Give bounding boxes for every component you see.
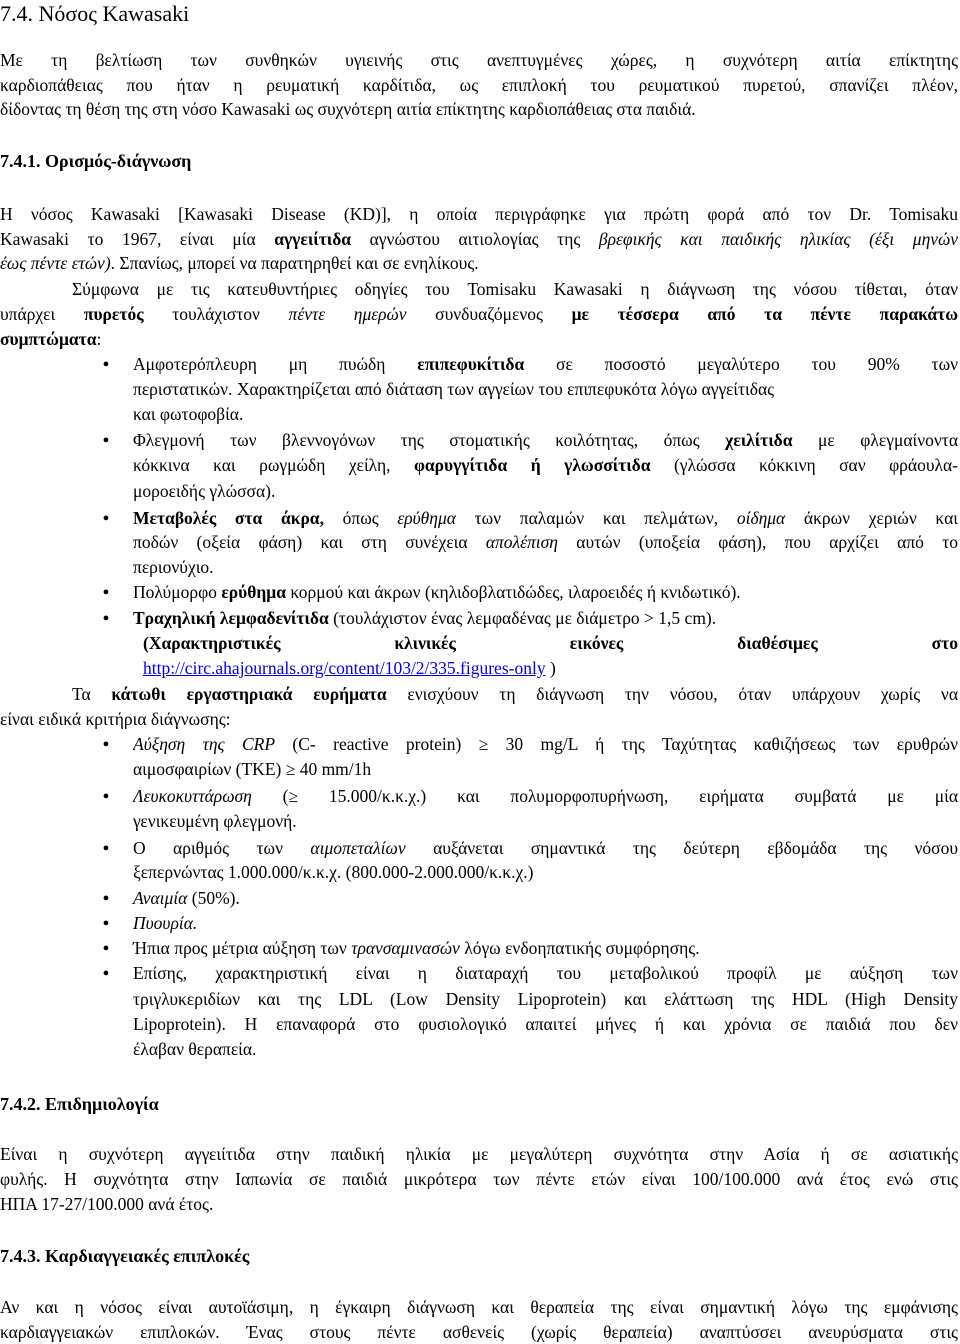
heading-7-4-1: 7.4.1. Ορισμός-διάγνωση	[0, 151, 192, 171]
symptom-1-line-1: Αμφοτερόπλευρη μη πυώδη επιπεφυκίτιδα σε ποσοστό μεγαλύτερο του 90% των	[133, 354, 958, 374]
cardio-line-1: Αν και η νόσος είναι αυτοϊάσιμη, η έγκαιρη διάγνωση και θεραπεία της είναι σημαντική λόγω της εμφάνισης	[0, 1297, 958, 1317]
symptom-3-line-2: ποδών (οξεία φάση) και στη συνέχεια απολέπιση αυτών (υποξεία φάση), που αρχίζει από το	[133, 532, 958, 552]
symptom-3-line-1: Μεταβολές στα άκρα, όπως ερύθημα των παλαμών και πελμάτων, οίδημα άκρων χεριών και	[133, 508, 958, 528]
symptom-3-line-3: περιονύχιο.	[133, 557, 214, 577]
lab-5-line-1: Πυουρία.	[133, 913, 198, 933]
epidemiology-line-2: φυλής. Η συχνότητα στην Ιαπωνία σε παιδιά μικρότερα των πέντε ετών είναι 100/100.000 ανά έτος ενώ στις	[0, 1169, 958, 1189]
definition-line-2: Kawasaki το 1967, είναι μία αγγειίτιδα αγνώστου αιτιολογίας της βρεφικής και παιδικής ηλικίας (έξι μηνών	[0, 229, 958, 249]
symptom-1-line-2: περιστατικών. Χαρακτηρίζεται από διάταση των αγγείων του επιπεφυκότα λόγω αγγείτιδας	[133, 379, 775, 399]
figures-link[interactable]: http://circ.ahajournals.org/content/103/2/335.figures-only	[143, 658, 546, 678]
epidemiology-line-1: Είναι η συχνότερη αγγειίτιδα στην παιδική ηλικία με μεγαλύτερη συχνότητα στην Ασία ή σε ασιατικής	[0, 1144, 958, 1164]
intro-line-2: καρδιοπάθειας που ήταν η ρευματική καρδίτιδα, ως επιπλοκή του ρευματικού πυρετού, σπανίζει πλέον,	[0, 75, 958, 95]
criteria-line-1: Σύμφωνα με τις κατευθυντήριες οδηγίες του Tomisaku Kawasaki η διάγνωση της νόσου τίθεται, όταν	[72, 279, 958, 299]
symptom-5-line-1: Τραχηλική λεμφαδενίτιδα (τουλάχιστον ένας λεμφαδένας με διάμετρο > 1,5 cm).	[133, 608, 717, 628]
intro-line-3: δίδοντας τη θέση της στη νόσο Kawasaki ως συχνότερη αιτία επίκτητης καρδιοπάθειας στα παιδιά.	[0, 99, 696, 119]
lab-2-line-1: Λευκοκυττάρωση (≥ 15.000/κ.κ.χ.) και πολυμορφοπυρήνωση, ειρήματα συμβατά με μία	[133, 786, 958, 806]
bullet-icon: ●	[102, 967, 110, 979]
lab-2-line-2: γενικευμένη φλεγμονή.	[133, 811, 297, 831]
intro-line-1: Με τη βελτίωση των συνθηκών υγιεινής στις ανεπτυγμένες χώρες, η συχνότερη αιτία επίκτητης	[0, 50, 958, 70]
lab-3-line-2: ξεπερνώντας 1.000.000/κ.κ.χ. (800.000-2.000.000/κ.κ.χ.)	[133, 862, 534, 882]
figures-note: (Χαρακτηριστικές κλινικές εικόνες διαθέσιμες στο	[143, 633, 958, 653]
bullet-icon: ●	[102, 434, 110, 446]
definition-line-1: Η νόσος Kawasaki [Kawasaki Disease (KD)], η οποία περιγράφηκε για πρώτη φορά από τον Dr. Tomisaku	[0, 204, 958, 224]
lab-3-line-1: Ο αριθμός των αιμοπεταλίων αυξάνεται σημαντικά της δεύτερη εβδομάδα της νόσου	[133, 838, 958, 858]
lab-6-line-1: Ήπια προς μέτρια αύξηση των τρανσαμινασών λόγω ενδοηπατικής συμφόρησης.	[133, 938, 700, 958]
bullet-icon: ●	[102, 612, 110, 624]
lab-7-line-4: έλαβαν θεραπεία.	[133, 1039, 257, 1059]
bullet-icon: ●	[102, 586, 110, 598]
lab-7-line-2: τριγλυκεριδίων και της LDL (Low Density Lipoprotein) και ελάττωση της HDL (High Density	[133, 989, 958, 1009]
symptom-2-line-2: κόκκινα και ρωγμώδη χείλη, φαρυγγίτιδα ή γλωσσίτιδα (γλώσσα κόκκινη σαν φράουλα-	[133, 455, 958, 475]
heading-7-4-3: 7.4.3. Καρδιαγγειακές επιπλοκές	[0, 1246, 250, 1266]
lab-7-line-1: Επίσης, χαρακτηριστική είναι η διαταραχή του μεταβολικού προφίλ με αύξηση των	[133, 963, 958, 983]
lab-7-line-3: Lipoprotein). Η επαναφορά στο φυσιολογικό απαιτεί μήνες ή και χρόνια σε παιδιά που δεν	[133, 1014, 958, 1034]
lab-1-line-1: Αύξηση της CRP (C- reactive protein) ≥ 30 mg/L ή της Ταχύτητας καθιζήσεως των ερυθρών	[133, 734, 958, 754]
epidemiology-line-3: ΗΠΑ 17-27/100.000 ανά έτος.	[0, 1194, 214, 1214]
lab-1-line-2: αιμοσφαιρίων (ΤΚΕ) ≥ 40 mm/1h	[133, 759, 372, 779]
bullet-icon: ●	[102, 942, 110, 954]
definition-line-3: έως πέντε ετών). Σπανίως, μπορεί να παρατηρηθεί και σε ενηλίκους.	[0, 253, 479, 273]
lab-intro-line-1: Τα κάτωθι εργαστηριακά ευρήματα ενισχύουν τη διάγνωση την νόσου, όταν υπάρχουν χωρίς να	[72, 684, 958, 704]
symptom-1-line-3: και φωτοφοβία.	[133, 404, 244, 424]
bullet-icon: ●	[102, 917, 110, 929]
symptom-2-line-1: Φλεγμονή των βλεννογόνων της στοματικής κοιλότητας, όπως χειλίτιδα με φλεγμαίνοντα	[133, 430, 958, 450]
bullet-icon: ●	[102, 358, 110, 370]
bullet-icon: ●	[102, 790, 110, 802]
bullet-icon: ●	[102, 842, 110, 854]
figures-link-line: http://circ.ahajournals.org/content/103/2/335.figures-only )	[143, 658, 556, 678]
bullet-icon: ●	[102, 892, 110, 904]
cardio-line-2: καρδιαγγειακών επιπλοκών. Ένας στους πέντε ασθενείς (χωρίς θεραπεία) αναπτύσσει ανευρύσματα στις	[0, 1322, 958, 1342]
heading-7-4-2: 7.4.2. Επιδημιολογία	[0, 1094, 159, 1114]
bullet-icon: ●	[102, 738, 110, 750]
bullet-icon: ●	[102, 512, 110, 524]
symptom-2-line-3: μοροειδής γλώσσα).	[133, 481, 276, 501]
section-title: 7.4. Νόσος Kawasaki	[0, 1, 190, 26]
symptom-4-line-1: Πολύμορφο ερύθημα κορμού και άκρων (κηλιδοβλατιδώδες, ιλαροειδές ή κνιδωτικό).	[133, 582, 741, 602]
lab-intro-line-2: είναι ειδικά κριτήρια διάγνωσης:	[0, 709, 231, 729]
criteria-line-2: υπάρχει πυρετός τουλάχιστον πέντε ημερών συνδυαζόμενος με τέσσερα από τα πέντε παρακάτω	[0, 304, 958, 324]
lab-4-line-1: Αναιμία (50%).	[133, 888, 240, 908]
criteria-line-3: συμπτώματα:	[0, 329, 102, 349]
